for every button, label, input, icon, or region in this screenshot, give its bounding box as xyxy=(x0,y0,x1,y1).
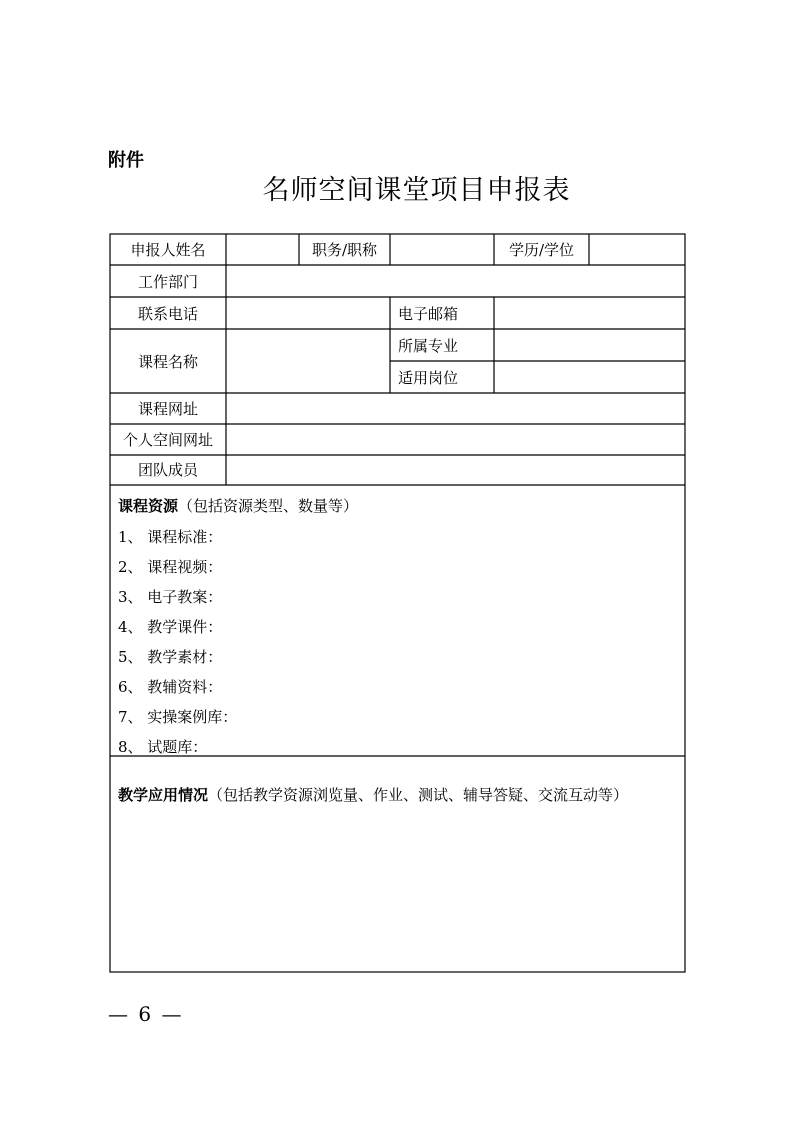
applicable-post-label: 适用岗位 xyxy=(398,369,459,387)
attachment-label: 附件 xyxy=(108,150,144,171)
resource-item: 1、 课程标准： xyxy=(118,528,223,546)
resource-item: 8、 试题库： xyxy=(118,738,208,756)
course-url-label: 课程网址 xyxy=(137,400,198,418)
application-heading xyxy=(118,784,628,805)
course-name-label: 课程名称 xyxy=(137,353,198,371)
resource-item: 3、 电子教案： xyxy=(118,588,223,606)
resource-item: 7、 实操案例库： xyxy=(118,708,238,726)
resources-heading-title: 课程资源 xyxy=(118,497,179,515)
major-label: 所属专业 xyxy=(398,337,459,355)
work-dept-label: 工作部门 xyxy=(137,273,198,291)
application-content-area[interactable] xyxy=(114,812,680,967)
application-heading-title: 教学应用情况 xyxy=(118,786,209,804)
position-title-label: 职务/职称 xyxy=(311,241,378,259)
resource-item: 2、 课程视频： xyxy=(118,558,223,576)
applicant-name-label: 申报人姓名 xyxy=(130,241,206,259)
form-title: 名师空间课堂项目申报表 xyxy=(262,175,571,206)
phone-label: 联系电话 xyxy=(137,305,198,323)
resource-item: 6、 教辅资料： xyxy=(118,678,223,696)
page-number: — 6 — xyxy=(108,1002,184,1026)
space-url-label: 个人空间网址 xyxy=(122,431,213,449)
application-heading-note: （包括教学资源浏览量、作业、测试、辅导答疑、交流互动等） xyxy=(208,786,629,804)
resources-heading-note: （包括资源类型、数量等） xyxy=(178,497,359,515)
team-members-label: 团队成员 xyxy=(137,461,198,479)
resources-heading xyxy=(118,495,358,516)
resource-item: 5、 教学素材： xyxy=(118,648,223,666)
email-label: 电子邮箱 xyxy=(398,305,459,323)
resource-item: 4、 教学课件： xyxy=(118,618,223,636)
education-degree-label: 学历/学位 xyxy=(508,241,575,259)
